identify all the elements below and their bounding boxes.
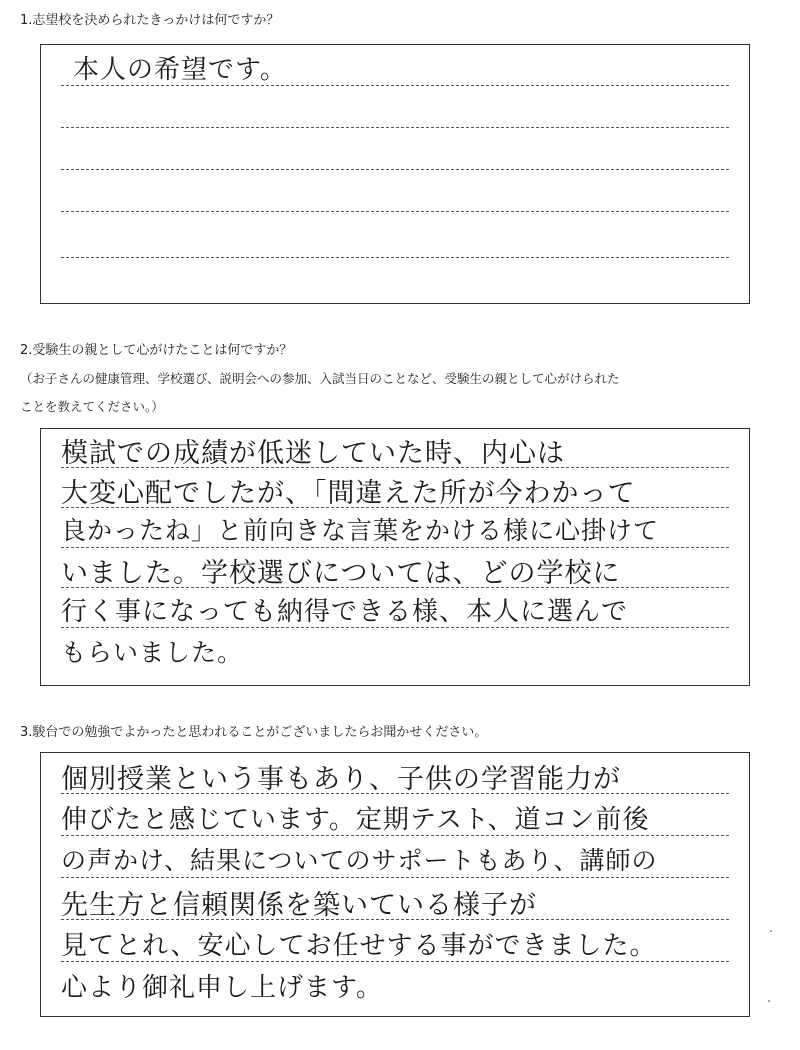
answer-3-line-1: 個別授業という事もあり、子供の学習能力が	[61, 764, 621, 795]
answer-2-rule	[61, 627, 729, 628]
answer-3-rule	[61, 877, 729, 878]
question-2-sub-label-2: ことを教えてください。）	[20, 399, 164, 414]
answer-2-line-5: 行く事になっても納得できる様、本人に選んで	[61, 597, 629, 627]
question-1-label: 1.志望校を決められたきっかけは何ですか？	[20, 13, 280, 28]
answer-box-2	[40, 428, 750, 686]
answer-3-line-6: 心より御礼申し上げます。	[61, 973, 383, 1003]
answer-2-rule	[61, 547, 729, 548]
question-2-sub-label-1: （お子さんの健康管理、学校選び、説明会への参加、入試当日のことなど、受験生の親として心がけられた	[20, 371, 620, 386]
answer-2-rule	[61, 467, 729, 468]
answer-3-line-5: 見てとれ、安心してお任せする事ができました。	[61, 931, 657, 961]
scan-speck	[770, 930, 772, 932]
answer-box-1	[40, 44, 750, 304]
answer-3-line-3: の声かけ、結果についてのサポートもあり、講師の	[61, 846, 658, 875]
answer-box-3	[40, 752, 750, 1017]
answer-1-rule	[61, 85, 729, 86]
answer-1-line-1: 本人の希望です。	[73, 55, 287, 85]
question-2-label: 2.受験生の親として心がけたことは何ですか？	[20, 343, 293, 358]
answer-2-line-1: 模試での成績が低迷していた時、内心は	[61, 438, 565, 469]
answer-2-rule	[61, 587, 729, 588]
answer-1-rule	[61, 169, 729, 170]
answer-3-line-4: 先生方と信頼関係を築いている様子が	[61, 890, 537, 921]
answer-1-rule	[61, 127, 729, 128]
answer-3-rule	[61, 961, 729, 962]
answer-2-rule	[61, 507, 729, 508]
answer-2-line-3: 良かったね」と前向きな言葉をかける様に心掛けて	[61, 516, 660, 545]
answer-3-rule	[61, 793, 729, 794]
answer-3-line-2: 伸びたと感じています。定期テスト、道コン前後	[61, 805, 650, 835]
answer-1-rule	[61, 257, 729, 258]
scan-speck	[768, 1000, 770, 1002]
answer-2-line-4: いました。学校選びについては、どの学校に	[61, 558, 621, 589]
question-3-label: 3.駿台での勉強でよかったと思われることがございましたらお聞かせください。	[20, 725, 488, 740]
answer-2-line-2: 大変心配でしたが、「間違えた所が今わかって	[61, 478, 636, 509]
answer-2-line-6: もらいました。	[61, 638, 244, 667]
answer-1-rule	[61, 211, 729, 212]
answer-3-rule	[61, 835, 729, 836]
answer-3-rule	[61, 919, 729, 920]
